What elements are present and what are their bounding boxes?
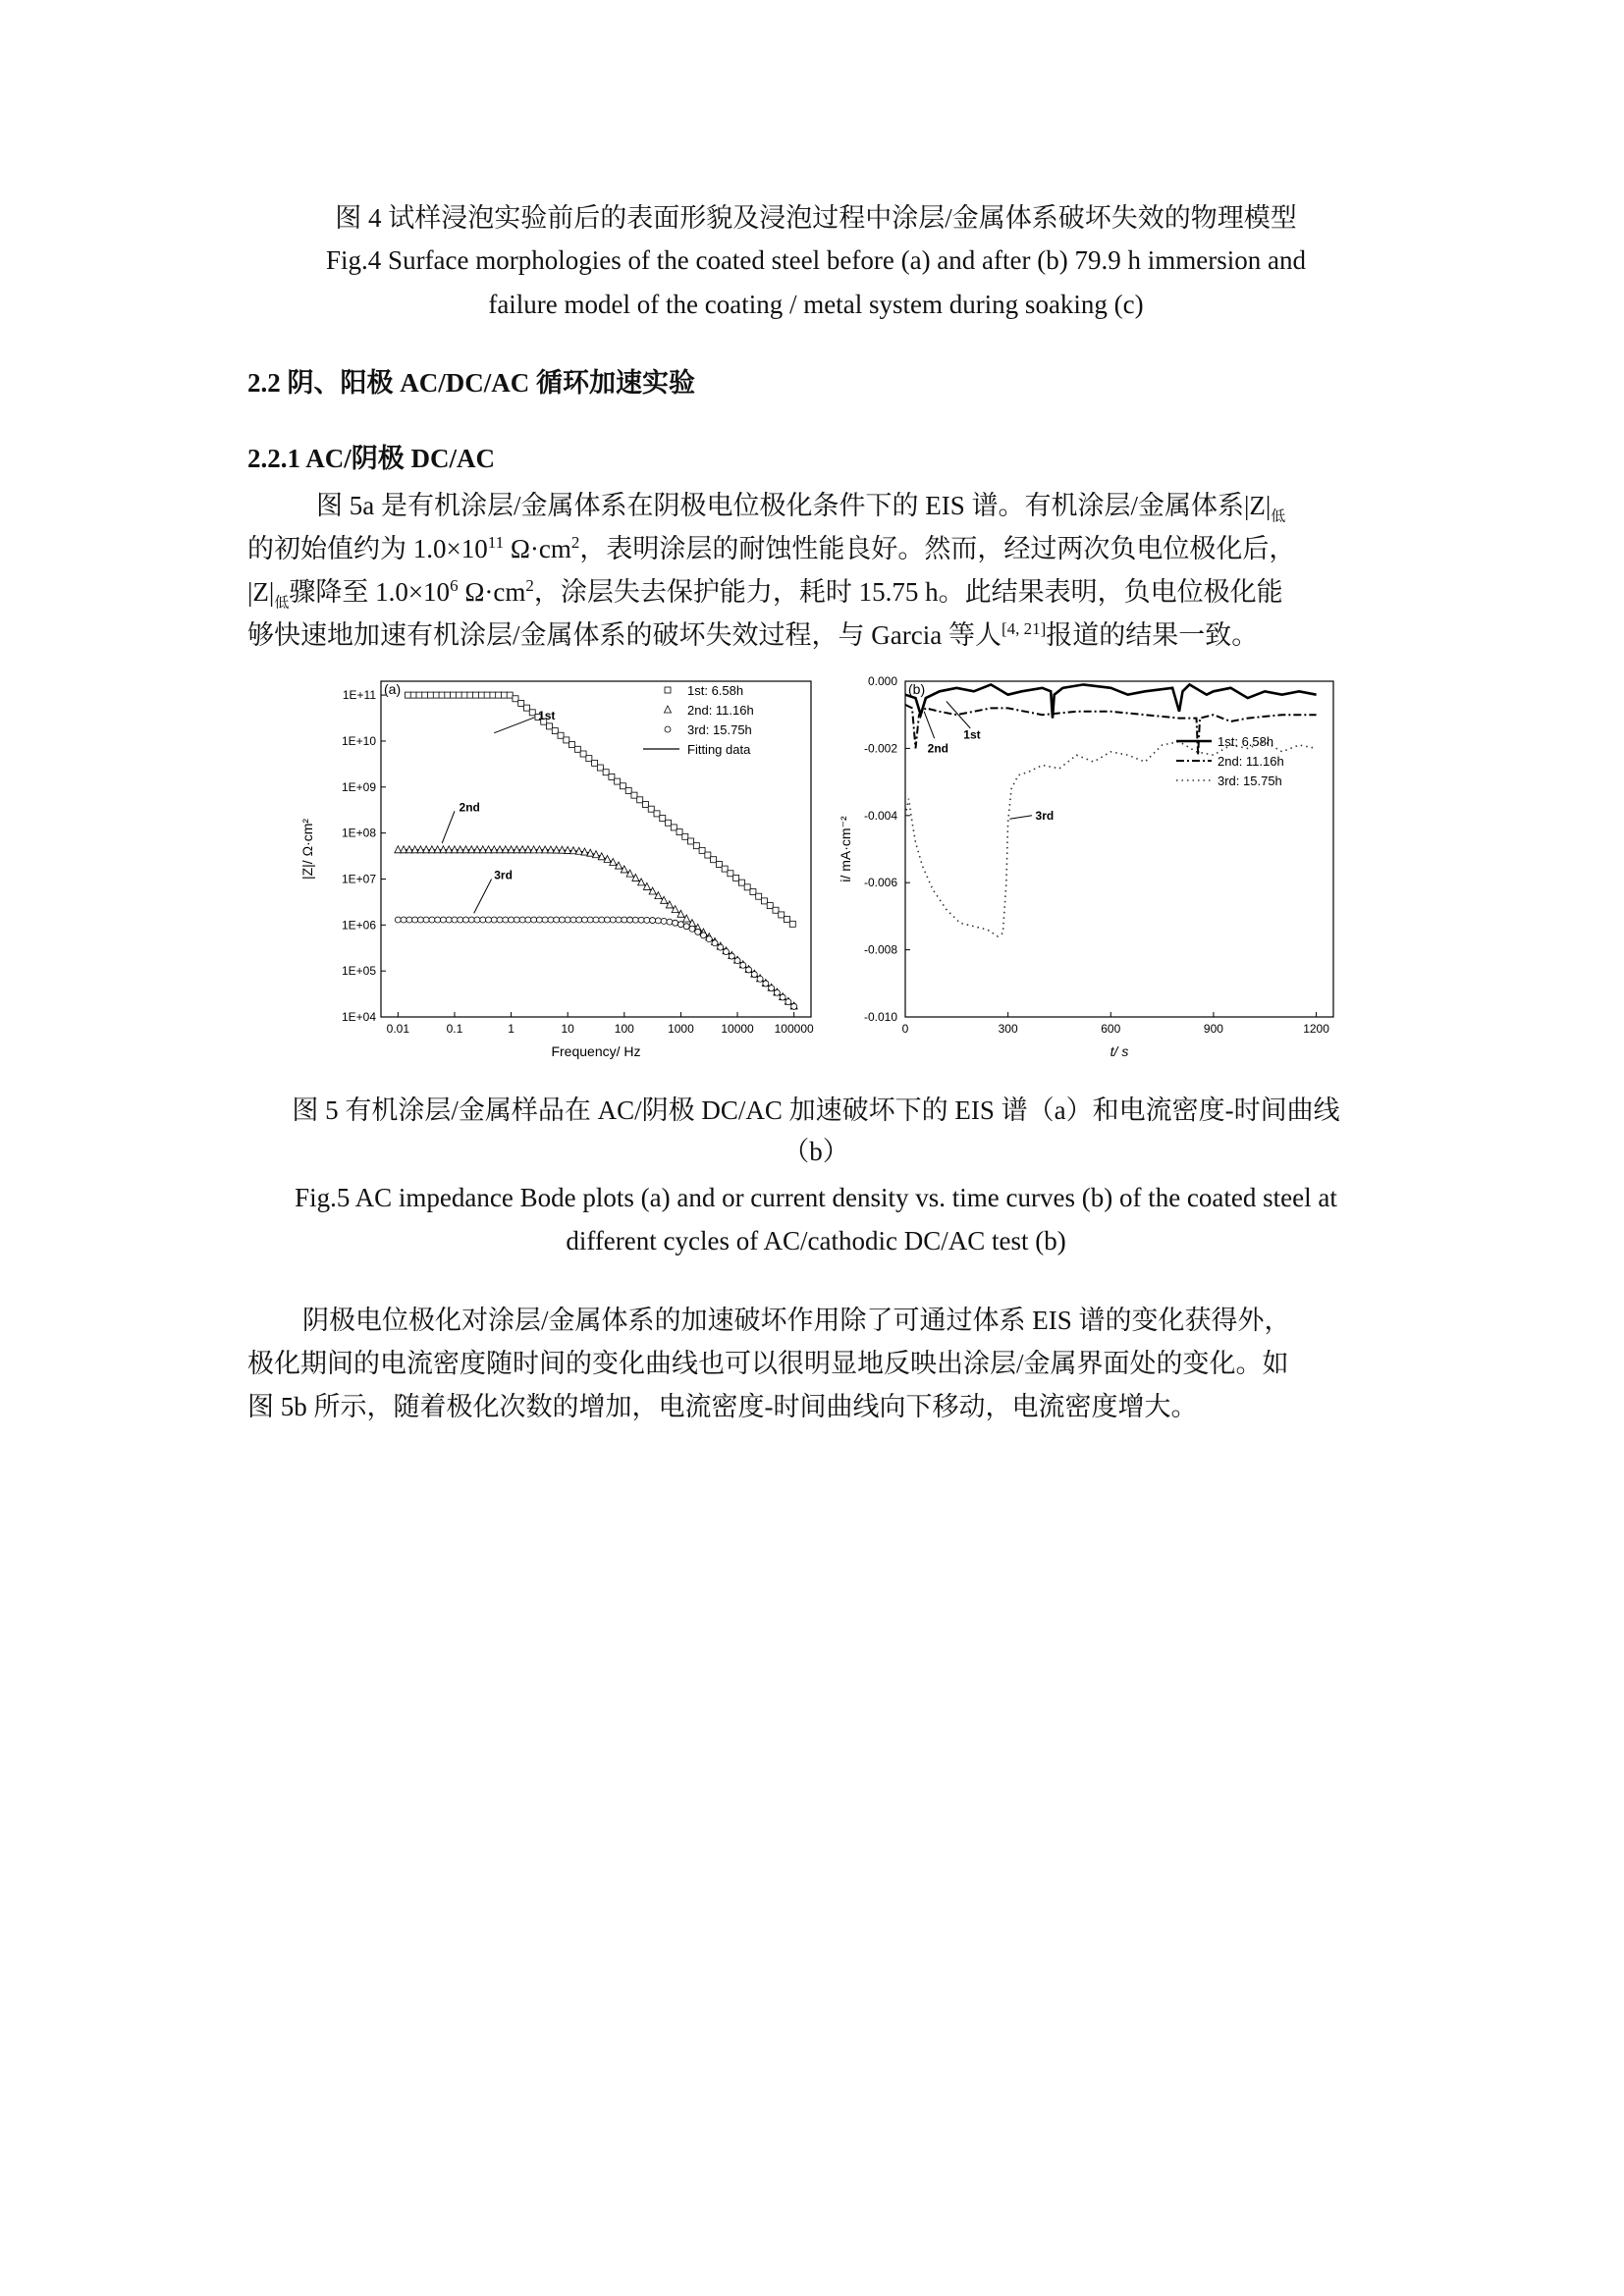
annotation-arrow-2nd-b: [924, 712, 934, 738]
data-point-1st: [637, 797, 643, 803]
data-point-3rd: [599, 917, 605, 923]
data-point-3rd: [458, 917, 463, 923]
data-point-1st: [558, 732, 564, 738]
data-point-1st: [484, 692, 490, 698]
data-point-3rd: [605, 917, 611, 923]
data-point-3rd: [757, 976, 763, 982]
data-point-3rd: [593, 917, 599, 923]
para1-line3c: Ω·cm: [458, 577, 526, 607]
data-point-2nd: [643, 882, 650, 889]
data-point-3rd: [514, 917, 519, 923]
data-point-1st: [467, 692, 473, 698]
data-point-1st: [682, 833, 688, 839]
data-point-2nd: [626, 870, 633, 877]
data-point-1st: [523, 705, 529, 711]
data-point-1st: [767, 903, 773, 909]
data-point-1st: [699, 847, 705, 853]
data-point-1st: [620, 783, 625, 789]
data-point-1st: [750, 889, 756, 895]
paragraph-1: [247, 489, 1384, 653]
x-tick-label-b: 600: [1101, 1022, 1121, 1036]
y-tick-label-a: 1E+04: [341, 1010, 376, 1024]
data-point-1st: [496, 692, 502, 698]
panel-label-a: (a): [384, 681, 402, 697]
annotation-1st: 1st: [538, 708, 556, 722]
data-point-3rd: [570, 917, 576, 923]
para1-line2b: Ω·cm: [504, 534, 571, 563]
data-point-1st: [642, 802, 648, 808]
data-point-1st: [410, 692, 416, 698]
data-point-3rd: [729, 953, 734, 959]
section-heading-2-2-1: 2.2.1 AC/阴极 DC/AC: [247, 444, 496, 473]
legend-1st-b: 1st: 6.58h: [1218, 734, 1274, 749]
data-point-3rd: [497, 917, 503, 923]
data-point-2nd: [666, 901, 673, 908]
para1-line4b: 报道的结果一致。: [1046, 620, 1259, 650]
data-point-3rd: [655, 918, 661, 924]
data-point-2nd: [661, 896, 668, 903]
data-point-3rd: [525, 917, 531, 923]
data-point-1st: [428, 692, 434, 698]
data-point-3rd: [559, 917, 565, 923]
chart-b-current-time: [835, 667, 1345, 1070]
y-tick-label-a: 1E+09: [341, 779, 376, 794]
data-point-1st: [451, 692, 457, 698]
data-point-3rd: [401, 917, 406, 923]
x-tick-label-b: 1200: [1303, 1022, 1329, 1036]
data-point-1st: [507, 692, 513, 698]
data-point-3rd: [446, 917, 452, 923]
data-point-3rd: [452, 917, 458, 923]
fig5-caption-en-line1: Fig.5 AC impedance Bode plots (a) and or current density vs. time curves (b) of the coated steel at: [295, 1183, 1337, 1212]
fig5-caption-cn-line2: （b）: [783, 1137, 849, 1166]
annotation-2nd-b: 2nd: [927, 741, 949, 756]
data-point-1st: [789, 921, 795, 927]
data-point-3rd: [677, 922, 683, 928]
data-point-1st: [564, 737, 569, 743]
data-point-1st: [547, 723, 553, 729]
x-tick-label-a: 1000: [668, 1022, 694, 1036]
data-point-3rd: [695, 929, 701, 934]
data-point-1st: [671, 825, 677, 830]
y-axis-label-b: i/ mA·cm⁻²: [838, 816, 853, 882]
chart-a-bode-plot: [285, 667, 835, 1070]
data-point-3rd: [486, 917, 492, 923]
data-point-1st: [552, 728, 558, 734]
annotation-arrow-3rd: [474, 879, 492, 913]
data-point-3rd: [644, 917, 650, 923]
x-tick-label-b: 900: [1203, 1022, 1223, 1036]
data-point-1st: [693, 843, 699, 849]
data-point-3rd: [746, 967, 752, 973]
data-point-3rd: [718, 944, 724, 950]
y-tick-label-a: 1E+10: [341, 733, 376, 748]
data-point-3rd: [763, 981, 769, 987]
data-point-1st: [574, 746, 580, 752]
annotation-arrow-1st: [494, 718, 534, 733]
y-tick-label-b: -0.008: [863, 942, 897, 957]
data-point-2nd: [649, 887, 656, 894]
fit-line-2: [403, 850, 793, 1005]
data-point-1st: [529, 710, 535, 716]
data-point-3rd: [587, 917, 593, 923]
data-point-1st: [660, 816, 666, 822]
data-point-1st: [461, 692, 467, 698]
x-tick-label-b: 300: [998, 1022, 1018, 1036]
data-point-1st: [456, 692, 461, 698]
data-point-3rd: [622, 917, 627, 923]
data-point-1st: [603, 770, 609, 775]
data-point-1st: [716, 861, 722, 867]
data-point-3rd: [480, 917, 486, 923]
subscript-low-2: 低: [274, 595, 290, 612]
data-point-2nd: [638, 879, 645, 885]
data-point-2nd: [655, 892, 662, 899]
data-point-1st: [654, 811, 660, 817]
data-point-1st: [625, 787, 631, 793]
data-point-3rd: [395, 917, 401, 923]
data-point-1st: [744, 884, 750, 890]
para1-line3-exp: 6: [450, 576, 459, 595]
data-point-1st: [416, 692, 422, 698]
paragraph-2: [247, 1304, 1384, 1424]
legend-marker-triangle: [665, 706, 672, 713]
data-point-3rd: [780, 994, 785, 1000]
y-tick-label-a: 1E+11: [342, 688, 376, 703]
para2-line1: 阴极电位极化对涂层/金属体系的加速破坏作用除了可通过体系 EIS 谱的变化获得外，: [302, 1306, 1291, 1335]
annotation-3rd-b: 3rd: [1035, 808, 1055, 823]
para1-line2c: ，表明涂层的耐蚀性能良好。然而，经过两次负电位极化后，: [579, 534, 1296, 563]
para1-line2-exp: 11: [487, 533, 505, 552]
legend-2nd-b: 2nd: 11.16h: [1218, 754, 1284, 769]
fig4-caption-en-line1: Fig.4 Surface morphologies of the coated steel before (a) and after (b) 79.9 h immersion and: [326, 245, 1306, 275]
annotation-3rd: 3rd: [494, 868, 513, 882]
data-point-1st: [711, 857, 717, 863]
data-point-3rd: [769, 986, 775, 991]
data-point-3rd: [661, 918, 667, 924]
fig5-caption-cn-line1: 图 5 有机涂层/金属样品在 AC/阴极 DC/AC 加速破坏下的 EIS 谱（a）和电流密度-时间曲线: [292, 1095, 1340, 1125]
data-point-3rd: [412, 917, 418, 923]
annotation-arrow-3rd-b: [1009, 816, 1032, 819]
data-point-3rd: [785, 999, 791, 1005]
data-point-3rd: [429, 917, 435, 923]
data-point-3rd: [509, 917, 514, 923]
data-point-1st: [773, 907, 779, 913]
data-point-1st: [433, 692, 439, 698]
data-point-3rd: [667, 919, 673, 925]
y-tick-label-b: -0.004: [863, 808, 897, 823]
data-point-2nd: [677, 910, 684, 917]
data-point-3rd: [417, 917, 423, 923]
data-point-3rd: [673, 920, 678, 926]
data-point-3rd: [638, 917, 644, 923]
data-point-1st: [756, 893, 762, 899]
data-point-2nd: [632, 874, 639, 881]
data-point-1st: [738, 880, 744, 885]
data-point-1st: [631, 792, 637, 798]
fig4-caption-cn: 图 4 试样浸泡实验前后的表面形貌及浸泡过程中涂层/金属体系破坏失效的物理模型: [335, 203, 1297, 233]
x-tick-label-a: 100000: [774, 1022, 814, 1036]
x-axis-label-b: t/ s: [1110, 1043, 1129, 1059]
legend-1st: 1st: 6.58h: [687, 683, 744, 698]
legend-3rd-b: 3rd: 15.75h: [1218, 774, 1282, 788]
data-point-3rd: [536, 917, 542, 923]
data-point-3rd: [554, 917, 560, 923]
panel-label-b: (b): [908, 681, 926, 697]
y-tick-label-a: 1E+07: [341, 872, 376, 886]
x-tick-label-a: 0.1: [446, 1022, 463, 1036]
data-point-1st: [513, 696, 518, 702]
annotation-1st-b: 1st: [963, 727, 981, 742]
para1-line3b: 骤降至 1.0×10: [289, 577, 451, 607]
data-point-3rd: [581, 917, 587, 923]
data-point-3rd: [542, 917, 548, 923]
y-tick-label-a: 1E+06: [341, 918, 376, 933]
data-point-3rd: [435, 917, 441, 923]
data-point-3rd: [565, 917, 570, 923]
data-point-3rd: [734, 958, 740, 964]
data-point-3rd: [724, 949, 730, 955]
para1-line4a: 够快速地加速有机涂层/金属体系的破坏失效过程，与 Garcia 等人: [247, 620, 1001, 650]
y-axis-label-a: |Z|/ Ω·cm²: [299, 818, 315, 881]
annotation-arrow-1st-b: [947, 702, 970, 728]
data-point-3rd: [548, 917, 554, 923]
data-point-3rd: [423, 917, 429, 923]
data-point-1st: [478, 692, 484, 698]
para1-line1: 图 5a 是有机涂层/金属体系在阴极电位极化条件下的 EIS 谱。有机涂层/金属体系|Z|: [316, 491, 1272, 520]
data-point-2nd: [683, 915, 690, 922]
data-point-3rd: [576, 917, 582, 923]
data-point-1st: [439, 692, 445, 698]
x-tick-label-a: 10: [561, 1022, 574, 1036]
data-point-1st: [609, 774, 615, 779]
para1-line3a: |Z|: [247, 577, 275, 607]
legend-2nd: 2nd: 11.16h: [687, 703, 754, 718]
x-tick-label-a: 1: [508, 1022, 514, 1036]
legend-marker-square: [665, 687, 671, 693]
data-point-3rd: [632, 917, 638, 923]
legend-fitting: Fitting data: [687, 742, 751, 757]
para1-line3-exp2: 2: [525, 576, 534, 595]
data-point-1st: [405, 692, 410, 698]
data-point-3rd: [712, 940, 718, 946]
legend-3rd: 3rd: 15.75h: [687, 722, 752, 737]
data-point-3rd: [774, 989, 780, 995]
data-point-1st: [705, 852, 711, 858]
data-point-1st: [688, 838, 694, 844]
data-point-1st: [785, 917, 790, 923]
para1-line3d: ，涂层失去保护能力，耗时 15.75 h。此结果表明，负电位极化能: [533, 577, 1283, 607]
annotation-2nd: 2nd: [459, 800, 480, 815]
x-tick-label-a: 0.01: [386, 1022, 410, 1036]
data-point-3rd: [503, 917, 509, 923]
y-tick-label-a: 1E+05: [341, 964, 376, 979]
data-point-3rd: [689, 926, 695, 932]
data-point-1st: [728, 871, 733, 877]
data-point-3rd: [740, 962, 746, 968]
data-point-1st: [580, 751, 586, 757]
data-point-1st: [597, 765, 603, 771]
citation: [4, 21]: [1001, 619, 1047, 638]
data-point-3rd: [616, 917, 622, 923]
data-point-1st: [733, 875, 739, 881]
x-tick-label-a: 100: [614, 1022, 634, 1036]
data-point-3rd: [700, 933, 706, 938]
fig4-caption-en-line2: failure model of the coating / metal system during soaking (c): [488, 290, 1144, 319]
y-tick-label-a: 1E+08: [341, 826, 376, 840]
y-tick-label-b: 0.000: [867, 674, 897, 688]
x-axis-label-a: Frequency/ Hz: [551, 1043, 641, 1059]
data-point-1st: [648, 806, 654, 812]
annotation-arrow-2nd: [442, 811, 455, 843]
legend-marker-circle: [665, 726, 671, 732]
data-point-1st: [422, 692, 428, 698]
subscript-low: 低: [1271, 508, 1286, 525]
data-point-3rd: [440, 917, 446, 923]
data-point-1st: [615, 778, 621, 784]
data-point-1st: [586, 756, 592, 762]
data-point-3rd: [627, 917, 633, 923]
fig5-caption-en-line2: different cycles of AC/cathodic DC/AC test (b): [566, 1226, 1066, 1255]
data-point-3rd: [491, 917, 497, 923]
data-point-1st: [761, 898, 767, 904]
data-point-3rd: [751, 972, 757, 978]
para2-line2: 极化期间的电流密度随时间的变化曲线也可以很明显地反映出涂层/金属界面处的变化。如: [247, 1349, 1289, 1378]
data-point-3rd: [468, 917, 474, 923]
x-tick-label-b: 0: [901, 1022, 909, 1036]
section-heading-2-2: 2.2 阴、阳极 AC/DC/AC 循环加速实验: [247, 368, 695, 398]
data-point-3rd: [531, 917, 537, 923]
data-point-3rd: [462, 917, 468, 923]
data-point-1st: [779, 912, 785, 918]
series-line-3rd: [905, 742, 1317, 936]
data-point-3rd: [683, 924, 689, 930]
para1-line2a: 的初始值约为 1.0×10: [247, 534, 488, 563]
x-tick-label-a: 10000: [721, 1022, 754, 1036]
y-tick-label-b: -0.002: [863, 741, 897, 756]
data-point-3rd: [791, 1003, 797, 1009]
data-point-1st: [677, 829, 682, 835]
data-point-3rd: [474, 917, 480, 923]
data-point-1st: [501, 692, 507, 698]
data-point-3rd: [406, 917, 412, 923]
data-point-3rd: [706, 936, 712, 942]
data-point-1st: [569, 742, 575, 748]
data-point-3rd: [610, 917, 616, 923]
data-point-3rd: [650, 918, 656, 924]
data-point-3rd: [519, 917, 525, 923]
para2-line3: 图 5b 所示，随着极化次数的增加，电流密度-时间曲线向下移动，电流密度增大。: [247, 1392, 1198, 1421]
data-point-1st: [722, 866, 728, 872]
data-point-1st: [592, 760, 598, 766]
y-tick-label-b: -0.010: [863, 1010, 897, 1024]
data-point-1st: [666, 820, 672, 826]
para1-line2-exp2: 2: [570, 533, 580, 552]
data-point-1st: [445, 692, 451, 698]
y-tick-label-b: -0.006: [863, 876, 897, 890]
data-point-1st: [490, 692, 496, 698]
data-point-2nd: [672, 906, 678, 913]
data-point-1st: [473, 692, 479, 698]
data-point-1st: [518, 700, 524, 706]
